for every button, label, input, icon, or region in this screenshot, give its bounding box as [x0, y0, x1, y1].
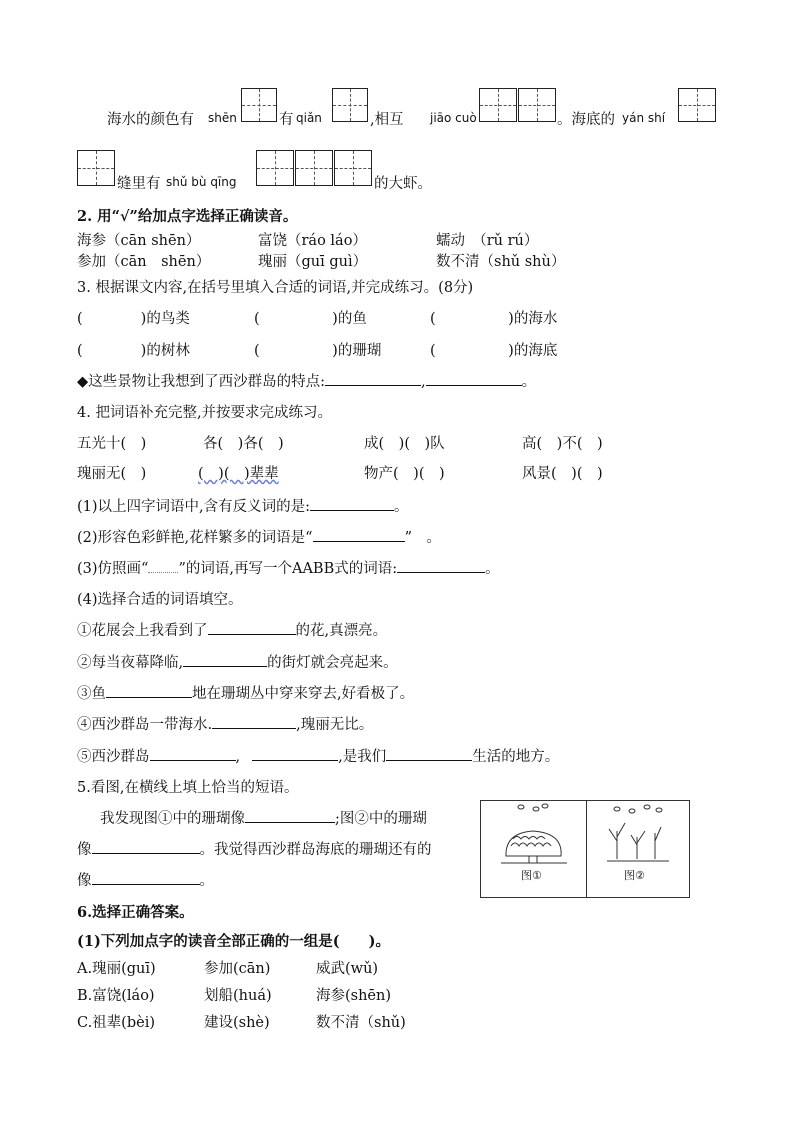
q2-title: 2. 用“√”给加点字选择正确读音。: [77, 208, 298, 225]
option-a-1[interactable]: A.瑰丽(guī): [77, 961, 156, 977]
option-b-1[interactable]: B.富饶(láo): [77, 988, 155, 1004]
answer-blank[interactable]: [92, 870, 200, 885]
answer-blank[interactable]: [208, 620, 296, 635]
q3-title: 3. 根据课文内容,在括号里填入合适的词语,并完成练习。(8分): [77, 280, 474, 296]
answer-blank[interactable]: [325, 371, 421, 386]
q3-feature-sep: ,: [421, 374, 426, 390]
char-box[interactable]: [334, 150, 372, 186]
fill-3: [77, 682, 414, 703]
q3-r2-c3[interactable]: ( )的海底: [430, 343, 558, 359]
fill-2-a: ②每当夜幕降临,: [77, 655, 184, 671]
q3-r1-c2[interactable]: ( )的鱼: [254, 311, 367, 327]
q3-feature-end: 。: [521, 374, 537, 390]
q1-line1-text-c: 。海底的: [557, 112, 615, 128]
q3-r2-c1[interactable]: ( )的树林: [77, 343, 190, 359]
q4-r2-c1[interactable]: 瑰丽无( ): [77, 466, 147, 482]
q5-l3-b: 。: [199, 873, 214, 889]
char-box[interactable]: [518, 88, 556, 122]
answer-blank[interactable]: [150, 746, 236, 761]
q4-r1-c2[interactable]: 各( )各( ): [203, 436, 284, 452]
q1-line2-text-b: 的大虾。: [374, 176, 432, 192]
q4-r1-c3[interactable]: 成( )( )队: [364, 436, 445, 452]
q4-r1-c4[interactable]: 高( )不( ): [522, 436, 603, 452]
fill-4-b: ,瑰丽无比。: [296, 717, 374, 733]
q2-r1-c1[interactable]: 海参（cān shēn）: [77, 233, 201, 249]
fill-5-c: ,是我们: [338, 749, 387, 765]
option-c-2: 建设(shè): [204, 1015, 270, 1031]
pinyin-yanshi: yán shí: [622, 111, 666, 125]
answer-blank[interactable]: [212, 714, 296, 729]
fill-3-a: ③鱼: [77, 686, 106, 702]
q2-r1-c3[interactable]: 蠕动 （rǔ rú）: [436, 233, 539, 249]
q4-r2-c4[interactable]: 风景( )( ): [522, 466, 603, 482]
q1-line2-text-a: 缝里有: [117, 176, 161, 192]
q1-you: 有: [279, 112, 294, 128]
q5-l1-b: ;图②中的珊瑚: [335, 811, 427, 827]
answer-blank[interactable]: [313, 527, 405, 542]
fill-5-b: ,: [235, 749, 241, 765]
char-box[interactable]: [678, 88, 716, 122]
coral-figure: [480, 800, 690, 898]
q5-l2-b: 。我觉得西沙群岛海底的珊瑚还有的: [199, 842, 432, 858]
q1-line1-text-b: ,相互: [370, 112, 404, 128]
char-box[interactable]: [77, 150, 115, 186]
q4-s1: [77, 495, 409, 516]
option-a-2: 参加(cān): [204, 961, 271, 977]
answer-blank[interactable]: [386, 746, 472, 761]
q5-l3-a: 像: [77, 873, 92, 889]
q4-s1-text: (1)以上四字词语中,含有反义词的是:: [77, 499, 311, 515]
answer-blank[interactable]: [397, 558, 485, 573]
fill-5-a: ⑤西沙群岛: [77, 749, 150, 765]
q5-line3: [77, 869, 214, 890]
q4-r2-c2[interactable]: ( )( )辈辈: [198, 466, 279, 482]
char-box[interactable]: [332, 88, 368, 122]
q4-s3-end: 。: [485, 561, 500, 577]
char-box[interactable]: [256, 150, 294, 186]
fill-1-a: ①花展会上我看到了: [77, 623, 208, 639]
q4-s2: [77, 526, 441, 547]
pinyin-shen: shēn: [208, 111, 237, 125]
figure-2-label: 图②: [624, 869, 645, 882]
wavy-sample: [148, 560, 178, 573]
q5-l2-a: 像: [77, 842, 92, 858]
fill-2-b: 的街灯就会亮起来。: [267, 655, 398, 671]
fill-2: [77, 651, 398, 672]
option-c-3: 数不清（shǔ): [316, 1015, 406, 1031]
fill-1: [77, 619, 387, 640]
char-box[interactable]: [295, 150, 333, 186]
q3-r2-c2[interactable]: ( )的珊瑚: [254, 343, 382, 359]
q4-r1-c1[interactable]: 五光十( ): [77, 436, 147, 452]
q5-l1-a: 我发现图①中的珊瑚像: [100, 811, 245, 827]
fill-4-a: ④西沙群岛一带海水.: [77, 717, 213, 733]
q5-line2: [77, 838, 432, 859]
fill-5: [77, 745, 559, 766]
q2-r2-c2[interactable]: 瑰丽（guī guì）: [258, 254, 368, 270]
q4-title: 4. 把词语补充完整,并按要求完成练习。: [77, 405, 333, 421]
q3-feature-line: [77, 370, 536, 391]
figure-1-label: 图①: [521, 869, 542, 882]
q4-s3-text-b: ”的词语,再写一个AABB式的词语:: [178, 561, 398, 577]
fill-1-b: 的花,真漂亮。: [295, 623, 388, 639]
answer-blank[interactable]: [245, 808, 335, 823]
q2-r2-c3[interactable]: 数不清（shǔ shù）: [436, 254, 566, 270]
answer-blank[interactable]: [106, 683, 192, 698]
option-b-2: 划船(huá): [204, 988, 272, 1004]
option-a-3: 威武(wǔ): [316, 961, 379, 977]
q4-s1-end: 。: [394, 499, 409, 515]
q4-s3-text-a: (3)仿照画“: [77, 561, 149, 577]
fill-5-d: 生活的地方。: [472, 749, 560, 765]
q4-s4: (4)选择合适的词语填空。: [77, 592, 243, 608]
q3-feature-label: ◆这些景物让我想到了西沙群岛的特点:: [77, 374, 326, 390]
answer-blank[interactable]: [310, 496, 394, 511]
q3-r1-c1[interactable]: ( )的鸟类: [77, 311, 190, 327]
q2-r2-c1[interactable]: 参加（cān shēn）: [77, 254, 211, 270]
option-b-3: 海参(shēn): [316, 988, 392, 1004]
answer-blank[interactable]: [426, 371, 522, 386]
q1-line1-text-a: 海水的颜色有: [107, 112, 194, 128]
q2-r1-c2[interactable]: 富饶（ráo láo）: [258, 233, 367, 249]
char-box[interactable]: [241, 88, 277, 122]
answer-blank[interactable]: [252, 746, 338, 761]
q4-s2-text: (2)形容色彩鲜艳,花样繁多的词语是“: [77, 530, 313, 546]
answer-blank[interactable]: [92, 839, 200, 854]
q4-s2-end: ” 。: [404, 530, 441, 546]
char-box[interactable]: [479, 88, 517, 122]
fill-3-b: 地在珊瑚丛中穿来穿去,好看极了。: [192, 686, 415, 702]
pinyin-jiaocuo: jiāo cuò: [430, 111, 477, 125]
fill-4: [77, 713, 373, 734]
answer-blank[interactable]: [183, 652, 267, 667]
q6-sub1: (1)下列加点字的读音全部正确的一组是( )。: [77, 933, 391, 950]
pinyin-qian: qiǎn: [296, 111, 322, 125]
q6-title: 6.选择正确答案。: [77, 904, 194, 921]
q4-r2-c3[interactable]: 物产( )( ): [364, 466, 445, 482]
q3-r1-c3[interactable]: ( )的海水: [430, 311, 558, 327]
q4-s3: [77, 557, 500, 578]
pinyin-shubuqing: shǔ bù qīng: [166, 175, 237, 189]
option-c-1[interactable]: C.祖辈(bèi): [77, 1015, 156, 1031]
q5-title: 5.看图,在横线上填上恰当的短语。: [77, 780, 299, 796]
q5-line1: [100, 807, 427, 828]
